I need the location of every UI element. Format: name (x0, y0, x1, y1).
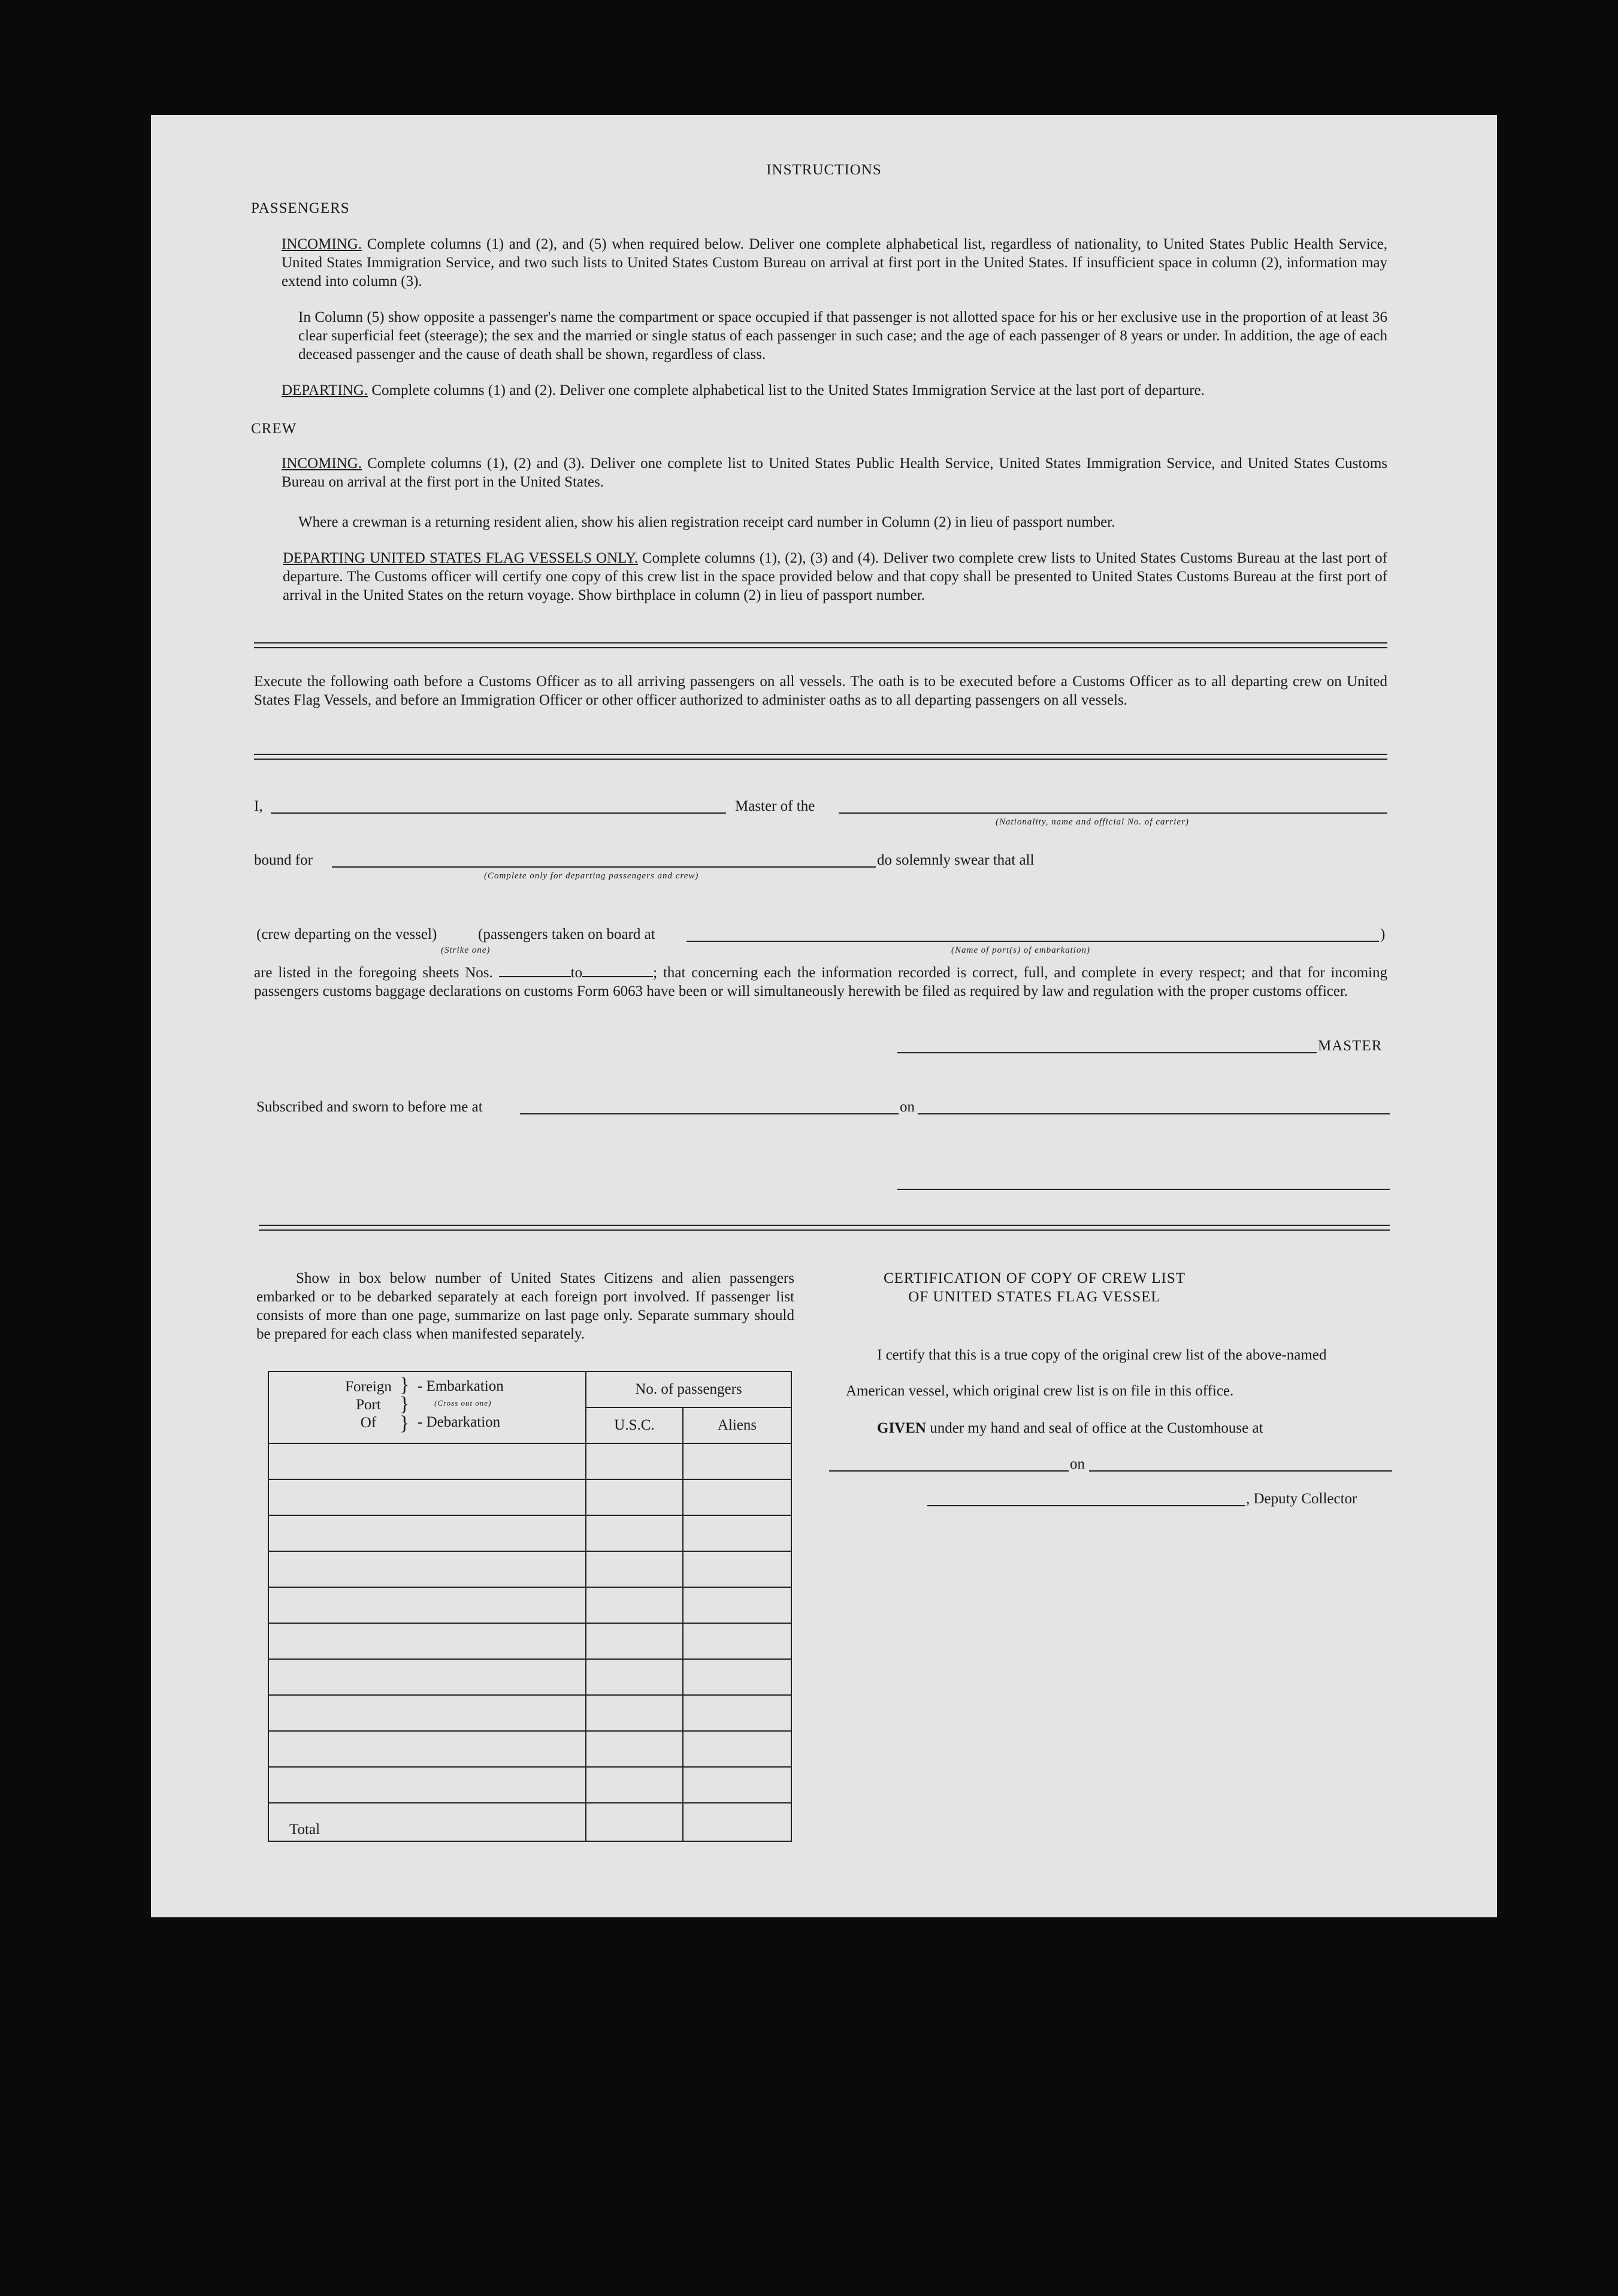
table-row (268, 1659, 791, 1695)
sworn-date-line[interactable] (918, 1113, 1390, 1114)
aliens-cell[interactable] (683, 1659, 791, 1695)
deputy-collector-label: , Deputy Collector (1246, 1491, 1357, 1507)
divider-2 (254, 754, 1387, 760)
usc-cell[interactable] (586, 1695, 683, 1731)
sheet-from-field[interactable] (499, 964, 571, 977)
usc-cell[interactable] (586, 1731, 683, 1767)
passenger-summary-table (268, 1371, 792, 1842)
aliens-cell[interactable] (683, 1623, 791, 1659)
usc-total-cell[interactable] (586, 1803, 683, 1841)
aliens-cell[interactable] (683, 1479, 791, 1515)
port-header-cell (268, 1371, 586, 1443)
instructions-title: INSTRUCTIONS (766, 162, 882, 178)
aliens-cell[interactable] (683, 1695, 791, 1731)
close-paren: ) (1380, 926, 1386, 942)
aliens-cell[interactable] (683, 1515, 791, 1551)
passengers-departing-paragraph (282, 381, 1387, 400)
no-passengers-header: No. of passengers (586, 1371, 791, 1407)
passengers-heading: PASSENGERS (251, 200, 350, 216)
table-row (268, 1479, 791, 1515)
summary-intro: Show in box below number of United States Citizens and alien passengers embarked or to be debarked separately at each foreign port involved. If passenger list consists of more than one page, summarize on last page only. Separate summary should be prepared for each class when manifested separately. (256, 1270, 794, 1342)
master-signature-line[interactable] (897, 1052, 1317, 1053)
table-row (268, 1731, 791, 1767)
given-label: GIVEN (877, 1420, 926, 1436)
form-sheet (151, 115, 1497, 1917)
given-text: under my hand and seal of office at the Customhouse at (930, 1420, 1263, 1436)
crew-incoming-paragraph (282, 454, 1387, 491)
carrier-line[interactable] (839, 812, 1387, 814)
crew-departing-text: Complete columns (1), (2), (3) and (4). Deliver two complete crew lists to United States Customs Bureau at the last port of departure. The Customs officer will certify one copy of this crew list in the space provided below and that copy shall be presented to United States Customs Bureau at the first port of arrival in the United States on the return voyage. Show birthplace in column (2) in lieu of passport number. (283, 550, 1387, 603)
cert-on-label: on (1070, 1456, 1085, 1472)
oath-intro: Execute the following oath before a Customs Officer as to all arriving passengers on all vessels. The oath is to be executed before a Customs Officer as to all departing crew on United States Flag Vessels, and before an Immigration Officer or other officer authorized to administer oaths as to all departing passengers on all vessels. (254, 673, 1387, 708)
port-cell[interactable] (268, 1659, 586, 1695)
certify-text: I certify that this is a true copy of the original crew list of the above-named (877, 1347, 1327, 1363)
crew-incoming-text: Complete columns (1), (2) and (3). Deliver one complete list to United States Public Health Service, United States Immigration Service, and United States Customs Bureau on arrival at the first port in the United States. (282, 455, 1388, 490)
port-hint: (Name of port(s) of embarkation) (951, 945, 1090, 955)
aliens-cell[interactable] (683, 1767, 791, 1803)
usc-cell[interactable] (586, 1587, 683, 1623)
listed-to: to (570, 965, 583, 981)
table-row (268, 1587, 791, 1623)
aliens-total-cell[interactable] (683, 1803, 791, 1841)
certification-title-line1: CERTIFICATION OF COPY OF CREW LIST (883, 1270, 1186, 1286)
passengers-incoming-paragraph (282, 235, 1387, 291)
port-cell[interactable] (268, 1515, 586, 1551)
port-cell[interactable] (268, 1695, 586, 1731)
carrier-hint: (Nationality, name and official No. of carrier) (996, 817, 1189, 827)
aliens-cell[interactable] (683, 1587, 791, 1623)
master-of-the-label: Master of the (735, 798, 815, 814)
port-cell[interactable] (268, 1551, 586, 1587)
table-row (268, 1623, 791, 1659)
divider-1 (254, 642, 1387, 648)
crew-incoming-label: INCOMING. (282, 455, 362, 472)
usc-header: U.S.C. (586, 1407, 683, 1443)
sheet-to-field[interactable] (582, 964, 653, 977)
master-name-line[interactable] (271, 812, 726, 814)
usc-cell[interactable] (586, 1659, 683, 1695)
table-row (268, 1443, 791, 1479)
table-row (268, 1515, 791, 1551)
usc-cell[interactable] (586, 1767, 683, 1803)
crew-departing-paragraph (283, 549, 1387, 605)
master-label: MASTER (1318, 1038, 1383, 1054)
total-row (268, 1803, 791, 1841)
crew-departing-option: (crew departing on the vessel) (256, 926, 437, 942)
crew-alien-paragraph: Where a crewman is a returning resident alien, show his alien registration receipt card number in Column (2) in lieu of passport number. (298, 514, 1115, 530)
customhouse-line[interactable] (829, 1470, 1069, 1472)
of-label: Of (360, 1415, 377, 1431)
passengers-incoming-text: Complete columns (1) and (2), and (5) when required below. Deliver one complete alphabetical list, regardless of nationality, to United States Public Health Service, United States Immigration Service, and two such lists to United States Custom Bureau on arrival at first port in the United States. If insufficient space in column (2), information may extend into column (3). (282, 236, 1388, 289)
strike-one-hint: (Strike one) (441, 945, 491, 955)
table-row (268, 1551, 791, 1587)
oath-i-label: I, (254, 798, 263, 814)
port-cell[interactable] (268, 1767, 586, 1803)
passengers-column5-paragraph: In Column (5) show opposite a passenger's name the compartment or space occupied if that passenger is not allotted space for his or her exclusive use in the proportion of at least 36 clear superficial feet (steerage); the sex and the married or single status of each passenger in such case; and the age of each passenger of 8 years or under. In addition, the age of each deceased passenger and the cause of death shall be shown, regardless of class. (298, 309, 1387, 362)
embarkation-label[interactable]: - Embarkation (418, 1378, 504, 1394)
given-line (877, 1419, 1263, 1437)
port-cell[interactable] (268, 1443, 586, 1479)
aliens-cell[interactable] (683, 1551, 791, 1587)
port-cell[interactable] (268, 1623, 586, 1659)
cross-out-hint: (Cross out one) (434, 1398, 492, 1407)
passengers-taken-option: (passengers taken on board at (478, 926, 655, 942)
sworn-on-label: on (900, 1099, 915, 1115)
bound-for-label: bound for (254, 852, 313, 868)
listed-prefix: are listed in the foregoing sheets Nos. (254, 965, 493, 981)
swear-label: do solemnly swear that all (877, 852, 1035, 868)
certification-title-line2: OF UNITED STATES FLAG VESSEL (908, 1289, 1161, 1305)
usc-cell[interactable] (586, 1623, 683, 1659)
subscribed-label: Subscribed and sworn to before me at (256, 1099, 483, 1115)
aliens-header: Aliens (683, 1407, 791, 1443)
debarkation-label[interactable]: - Debarkation (418, 1414, 501, 1430)
passengers-departing-text: Complete columns (1) and (2). Deliver one complete alphabetical list to the United States Immigration Service at the last port of departure. (371, 382, 1205, 398)
port-cell[interactable] (268, 1587, 586, 1623)
passengers-departing-label: DEPARTING. (282, 382, 368, 398)
brace-mark: } } } (400, 1374, 410, 1434)
bound-for-line[interactable] (332, 866, 876, 868)
foreign-label: Foreign (345, 1379, 392, 1395)
usc-cell[interactable] (586, 1443, 683, 1479)
aliens-cell[interactable] (683, 1731, 791, 1767)
port-cell[interactable] (268, 1479, 586, 1515)
cert-date-line[interactable] (1089, 1470, 1392, 1472)
deputy-signature-line[interactable] (927, 1505, 1245, 1506)
table-row (268, 1695, 791, 1731)
american-text: American vessel, which original crew list is on file in this office. (846, 1383, 1234, 1399)
crew-heading: CREW (251, 421, 297, 437)
table-row (268, 1767, 791, 1803)
usc-cell[interactable] (586, 1515, 683, 1551)
embarkation-port-line[interactable] (686, 941, 1379, 942)
bound-hint: (Complete only for departing passengers and crew) (484, 871, 699, 881)
listed-text: ; that concerning each the information recorded is correct, full, and complete in every respect; and that for incoming passengers customs baggage declarations on customs Form 6063 have been or will simultaneously herewith be filed as required by law and regulation with the proper customs officer. (254, 965, 1387, 999)
aliens-cell[interactable] (683, 1443, 791, 1479)
sworn-place-line[interactable] (520, 1113, 899, 1114)
port-label: Port (356, 1397, 381, 1413)
sheets-paragraph (254, 963, 1387, 1001)
passengers-incoming-label: INCOMING. (282, 236, 362, 252)
usc-cell[interactable] (586, 1551, 683, 1587)
officer-signature-line[interactable] (897, 1189, 1390, 1190)
total-label: Total (268, 1803, 586, 1841)
crew-departing-label: DEPARTING UNITED STATES FLAG VESSELS ONLY. (283, 550, 639, 566)
usc-cell[interactable] (586, 1479, 683, 1515)
port-cell[interactable] (268, 1731, 586, 1767)
certification-title (720, 1269, 1349, 1306)
divider-3 (259, 1225, 1390, 1231)
